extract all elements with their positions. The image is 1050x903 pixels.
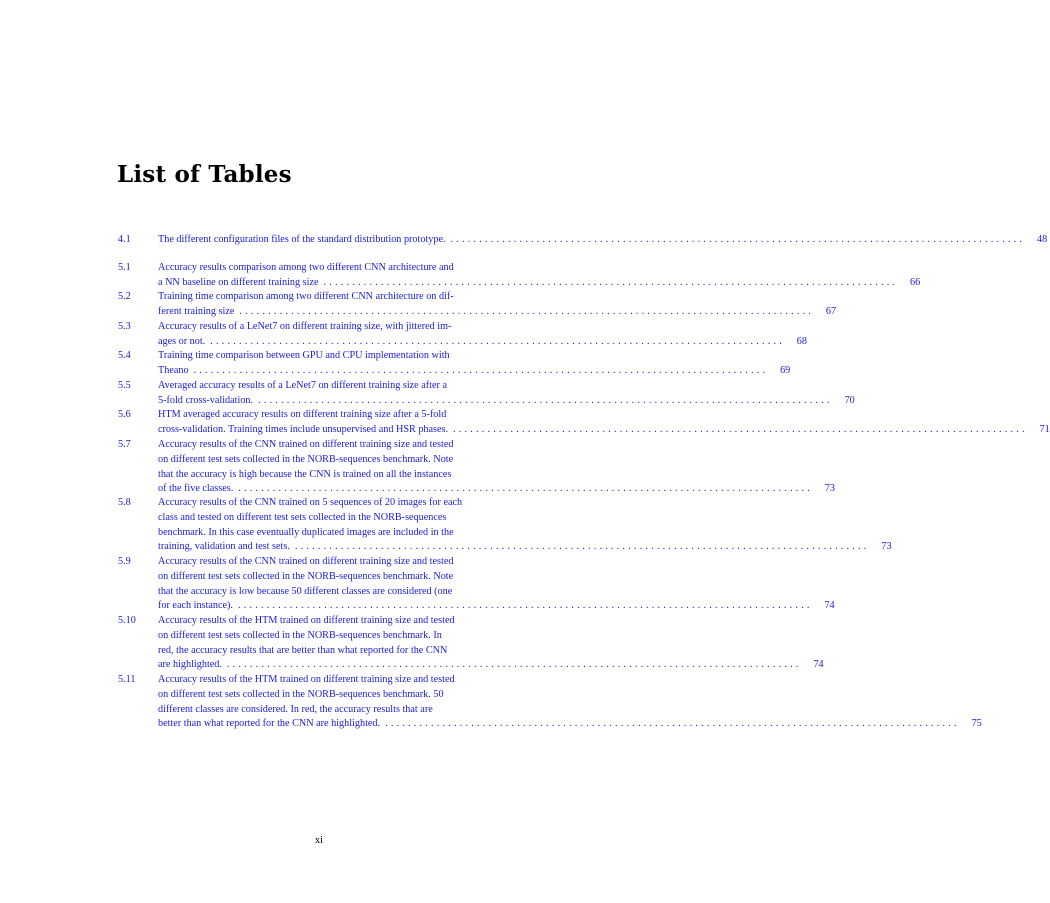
dot-leader: .................................................................................................... <box>385 718 960 730</box>
dot-leader: .................................................................................................... <box>323 276 899 288</box>
entry-caption-line[interactable]: Averaged accuracy results of a LeNet7 on different training size after a <box>158 380 447 391</box>
entry-number[interactable]: 5.1 <box>118 262 131 273</box>
dot-leader: .................................................................................................... <box>453 423 1028 435</box>
dot-leader: .................................................................................................... <box>210 335 785 347</box>
entry-caption-line[interactable]: on different test sets collected in the NORB-sequences benchmark. Note <box>158 453 454 465</box>
entry-caption-line[interactable]: cross-validation. Training times include unsupervised and HSR phases. <box>158 423 449 435</box>
entry-caption-line[interactable]: benchmark. In this case eventually duplicated images are included in the <box>158 526 454 538</box>
entry-caption-line[interactable]: ferent training size <box>158 305 235 317</box>
entry-page-number[interactable]: 70 <box>844 394 855 406</box>
entry-page-number[interactable]: 66 <box>910 276 921 288</box>
entry-caption-line[interactable]: on different test sets collected in the NORB-sequences benchmark. 50 <box>158 688 444 700</box>
dot-leader: .................................................................................................... <box>193 364 769 376</box>
dot-leader: .................................................................................................... <box>237 600 813 612</box>
entry-page-number[interactable]: 74 <box>824 600 835 612</box>
entry-page-number[interactable]: 74 <box>813 659 824 671</box>
entry-caption-line[interactable]: Training time comparison among two different CNN architecture on dif- <box>158 291 454 302</box>
entry-number[interactable]: 5.7 <box>118 439 131 450</box>
entry-page-number[interactable]: 73 <box>881 541 892 553</box>
entry-caption-line[interactable]: Accuracy results of the HTM trained on different training size and tested <box>158 674 455 685</box>
entry-caption-line[interactable]: training, validation and test sets. <box>158 541 290 553</box>
entry-caption-line[interactable]: on different test sets collected in the NORB-sequences benchmark. Note <box>158 570 454 582</box>
entry-caption-line[interactable]: HTM averaged accuracy results on different training size after a 5-fold <box>158 409 447 420</box>
entry-page-number[interactable]: 67 <box>825 305 837 317</box>
page-title: List of Tables <box>117 161 292 188</box>
entry-page-number[interactable]: 73 <box>824 483 835 495</box>
entry-number[interactable]: 5.2 <box>118 291 131 302</box>
entry-caption-line[interactable]: The different configuration files of the standard distribution prototype. <box>158 234 446 245</box>
entry-caption-line[interactable]: Accuracy results of the HTM trained on different training size and tested <box>158 615 455 626</box>
entry-caption-line[interactable]: Accuracy results comparison among two different CNN architecture and <box>158 262 454 273</box>
entry-page-number[interactable]: 48 <box>1037 234 1048 245</box>
entry-caption-line[interactable]: ages or not. <box>158 335 206 347</box>
entry-number[interactable]: 5.3 <box>118 321 131 332</box>
page-number: xi <box>314 835 324 846</box>
entry-caption-line[interactable]: Accuracy results of a LeNet7 on different training size, with jittered im- <box>158 321 452 332</box>
entry-caption-line[interactable]: different classes are considered. In red, the accuracy results that are <box>158 703 433 715</box>
entry-caption-line[interactable]: class and tested on different test sets collected in the NORB-sequences <box>158 511 447 523</box>
entry-page-number[interactable]: 69 <box>780 364 791 376</box>
entry-number[interactable]: 5.11 <box>118 674 136 685</box>
dot-leader: .................................................................................................... <box>226 659 802 671</box>
dot-leader: .................................................................................................... <box>450 234 1026 245</box>
entry-caption-line[interactable]: on different test sets collected in the NORB-sequences benchmark. In <box>158 629 442 641</box>
dot-leader: .................................................................................................... <box>238 483 813 495</box>
entry-caption-line[interactable]: 5-fold cross-validation. <box>158 394 254 406</box>
entry-number[interactable]: 5.8 <box>118 497 131 508</box>
entry-caption-line[interactable]: Accuracy results of the CNN trained on 5 sequences of 20 images for each <box>158 497 463 508</box>
entry-number[interactable]: 4.1 <box>118 234 131 245</box>
entry-caption-line[interactable]: red, the accuracy results that are better than what reported for the CNN <box>158 644 448 656</box>
dot-leader: .................................................................................................... <box>258 394 833 406</box>
entry-caption-line[interactable]: that the accuracy is high because the CNN is trained on all the instances <box>158 468 452 480</box>
entry-number[interactable]: 5.5 <box>118 380 131 391</box>
dot-leader: .................................................................................................... <box>239 305 815 317</box>
dot-leader: .................................................................................................... <box>294 541 870 553</box>
entry-caption-line[interactable]: a NN baseline on different training size <box>158 276 319 288</box>
entry-caption-line[interactable]: for each instance). <box>158 600 233 612</box>
entry-page-number[interactable]: 68 <box>796 335 807 347</box>
entry-caption-line[interactable]: Training time comparison between GPU and CPU implementation with <box>158 350 450 361</box>
entry-caption-line[interactable]: of the five classes. <box>158 483 234 495</box>
entry-number[interactable]: 5.6 <box>118 409 131 420</box>
entry-number[interactable]: 5.10 <box>118 615 136 626</box>
entry-number[interactable]: 5.4 <box>118 350 131 361</box>
entry-caption-line[interactable]: better than what reported for the CNN are highlighted. <box>158 718 381 730</box>
entry-caption-line[interactable]: that the accuracy is low because 50 different classes are considered (one <box>158 585 453 597</box>
entry-page-number[interactable]: 71 <box>1039 423 1050 435</box>
entry-caption-line[interactable]: Theano <box>158 364 189 376</box>
entry-number[interactable]: 5.9 <box>118 556 131 567</box>
entry-caption-line[interactable]: Accuracy results of the CNN trained on different training size and tested <box>158 439 454 450</box>
entry-caption-line[interactable]: are highlighted. <box>158 659 222 671</box>
entry-caption-line[interactable]: Accuracy results of the CNN trained on different training size and tested <box>158 556 454 567</box>
entry-page-number[interactable]: 75 <box>971 718 982 730</box>
